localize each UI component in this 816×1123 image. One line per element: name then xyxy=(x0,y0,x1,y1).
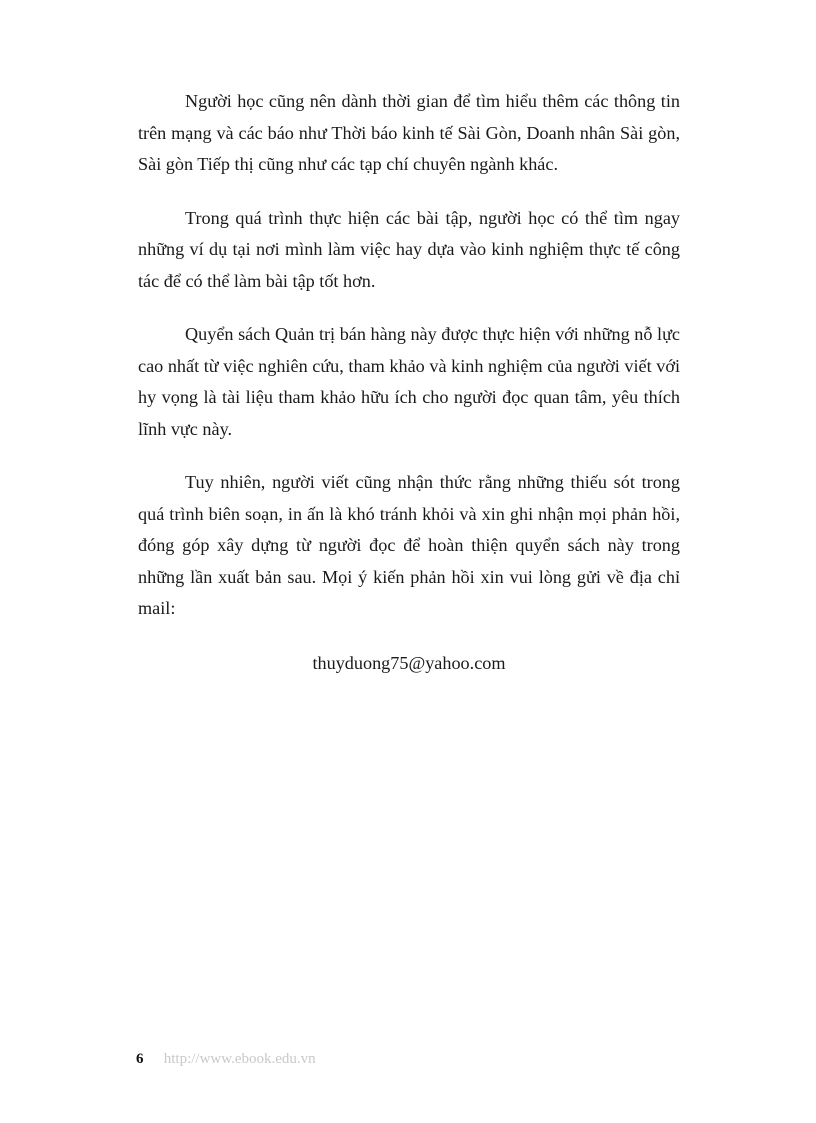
page-number: 6 xyxy=(136,1051,144,1067)
paragraph-1: Người học cũng nên dành thời gian để tìm hiểu thêm các thông tin trên mạng và các báo như Thời báo kinh tế Sài Gòn, Doanh nhân Sài gòn, Sài gòn Tiếp thị cũng như các tạp chí chuyên ngành khác. xyxy=(138,91,680,174)
contact-email[interactable]: thuyduong75@yahoo.com xyxy=(312,652,506,673)
page-footer xyxy=(136,1049,316,1069)
page-body xyxy=(138,86,680,679)
footer-url[interactable]: http://www.ebook.edu.vn xyxy=(163,1051,316,1067)
paragraph-2: Trong quá trình thực hiện các bài tập, người học có thể tìm ngay những ví dụ tại nơi mình làm việc hay dựa vào kinh nghiệm thực tế công tác để có thể làm bài tập tốt hơn. xyxy=(138,207,680,291)
paragraph-4: Tuy nhiên, người viết cũng nhận thức rằng những thiếu sót trong quá trình biên soạn, in ấn là khó tránh khỏi và xin ghi nhận mọi phản hồi, đóng góp xây dựng từ người đọc để hoàn thiện quyển sách này trong những lần xuất bản sau. Mọi ý kiến phản hồi xin vui lòng gửi về địa chỉ mail: xyxy=(138,472,680,618)
paragraph-3: Quyển sách Quản trị bán hàng này được thực hiện với những nỗ lực cao nhất từ việc nghiên cứu, tham khảo và kinh nghiệm của người viết với hy vọng là tài liệu tham khảo hữu ích cho người đọc quan tâm, yêu thích lĩnh vực này. xyxy=(138,324,680,439)
